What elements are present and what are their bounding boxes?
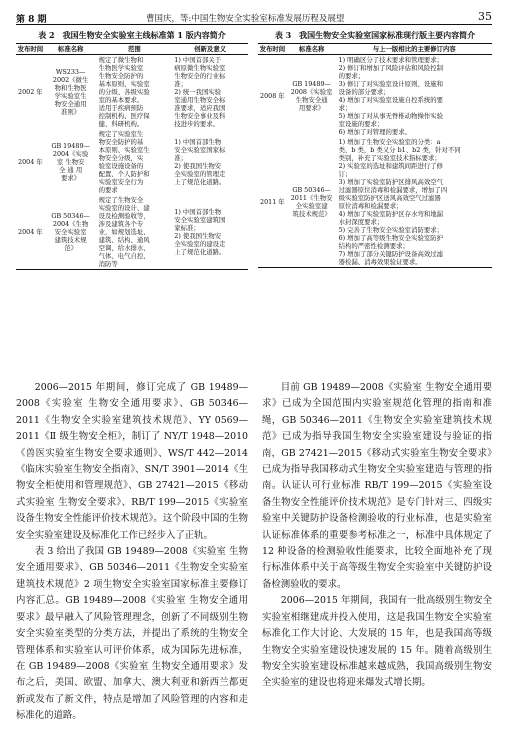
cell-line: 3) 增加了实验室防护区排风高效空气 — [338, 178, 444, 186]
cell-line: 2004《生物 — [52, 220, 89, 228]
running-title: 曹国庆，等:中国生物安全实验室标准发展历程及展望 — [146, 14, 345, 24]
cell-line: 室通用生物安全标 — [174, 96, 226, 104]
table-cell-name — [287, 55, 337, 138]
table-cell-name — [45, 55, 97, 130]
table-cell-name — [287, 137, 337, 268]
cell-line: 生物安全防护的 — [98, 72, 144, 80]
cell-line: 3) 修订了对实验室设计原则、设施和 — [338, 80, 444, 88]
cell-line: 筑技术规范》 — [292, 210, 331, 218]
cell-line: 气体、电气自控、 — [98, 252, 150, 260]
paragraph: 2006—2015 年期间，我国有一批高级别生物安全实验室相继建成并投入使用，这是我国生物安全实验室标准化工作大讨论、大发展的 15 年，也是我国高等级生物安全实验室建设快速发展的 15 年。随着高级别生物安全实验室建设标准越来越成熟，我国高级别生物安全实验室的建设也将迎来爆发式增长期。 — [262, 595, 492, 689]
paragraph: 表 3 给出了我国 GB 19489—2008《实验室 生物安全通用要求》、GB 50346—2011《生物安全实验室建筑技术规范》2 项生物安全实验室国家标准主要修订内容汇总。GB 19489—2008《实验室 生物安全通用要求》最早融入了风险管理理念，创新了不同级别生物安全实验室类型的分类方法，并提出了系统的生物安全管理体系和实验室认可评价体系，成为国际先进标准，在 GB 19489—2008《实验室 生物安全通用要求》发布之后，美国、欧盟、加拿大、澳大利亚和新西兰都更新或发布了新文件，特点是增加了风险管理的内容和走标准化的道路。 — [16, 546, 248, 722]
table-cell-name — [45, 195, 97, 270]
table-cell-year: 2004 年 — [16, 195, 45, 270]
cell-line: 5) 完善了生物安全实验室消防要求； — [338, 226, 444, 234]
cell-line: 准； — [174, 154, 188, 162]
cell-line: 物安全分级，实 — [98, 154, 144, 162]
body-left-column — [16, 380, 248, 725]
cell-line: 室设施的要求； — [338, 120, 384, 128]
table-cell-content — [337, 137, 492, 268]
cell-line: 1) 中国首部生物 — [174, 208, 222, 216]
column-header: 范围 — [97, 44, 173, 55]
cell-line: 2002《微生 — [52, 76, 89, 84]
cell-line: 7) 增加了部分关键防护设备高效过滤 — [338, 250, 444, 258]
cell-line: 规定了微生物和 — [98, 56, 144, 64]
header-rule — [16, 24, 492, 25]
cell-line: 业，如规划选址、 — [98, 228, 150, 236]
cell-line: 2) 统一我国实验 — [174, 88, 222, 96]
table-cell-scope — [97, 129, 173, 195]
cell-line: 规定了实验室生 — [98, 130, 144, 138]
cell-line: 类别，补充了实验室技术指标要求； — [338, 154, 441, 162]
paragraph: 2006—2015 年期间，修订完成了 GB 19489—2008《实验室 生物安全通用要求》、GB 50346—2011《生物安全实验室建筑技术规范》、YY 0569—2011《Ⅱ 级生物安全柜》，制订了 NY/T 1948—2010《兽医实验室生物安全要求通则》、WS/T 442—2014《临床实验室生物安全指南》、SN/T 3901—2014《生物安全柜使用和管理规范》、GB 27421—2015《移动式实验室 生物安全要求》、RB/T 199—2015《实验室设备生物安全性能评价技术规范》。这个阶段中国的生物安全实验室建设及标准化工作已经步入了正轨。 — [16, 382, 248, 541]
cell-line: 消防等 — [98, 260, 118, 268]
cell-line: 2) 使我国生物安 — [174, 162, 222, 170]
table-cell-content — [337, 55, 492, 138]
cell-line: 安全实验室建筑国 — [174, 216, 226, 224]
cell-line: GB 19489— — [51, 142, 90, 150]
cell-line: 验室设施设备的 — [98, 162, 144, 170]
cell-line: 安全实验室 — [54, 228, 87, 236]
table-cell-scope — [97, 195, 173, 270]
cell-line: 2008《实验室 — [290, 88, 333, 96]
cell-line: 2) 实验室的选址和建筑间距进行了修 — [338, 162, 444, 170]
table-cell-innovation — [172, 195, 248, 270]
table-cell-year: 2011 年 — [258, 137, 287, 268]
cell-line: 准； — [174, 80, 188, 88]
cell-line: 1) 中国首部生物 — [174, 138, 222, 146]
cell-line: 过滤器原位消毒和检漏要求，增加了四 — [338, 186, 448, 194]
cell-line: 2011《生物安 — [290, 194, 333, 202]
cell-line: 5) 增加了对从事无脊椎动物操作实验 — [338, 112, 444, 120]
table-3-grid — [258, 43, 492, 268]
body-right-column — [262, 380, 492, 692]
table-row — [258, 137, 492, 268]
table-2-caption: 表 2 我国生物安全实验室主线标准第 1 版内容简介 — [38, 30, 226, 40]
column-header: 标准名称 — [45, 44, 97, 55]
table-row — [16, 195, 248, 270]
cell-line: 本原则、实验室生 — [98, 146, 150, 154]
table-3-caption: 表 3 我国生物安全实验室国家标准现行版主要内容简介 — [274, 30, 476, 40]
cell-line: 上了规范化道路。 — [174, 248, 226, 256]
table-cell-innovation — [172, 129, 248, 195]
cell-line: 基本原则、实验室 — [98, 80, 150, 88]
table-cell-name — [45, 129, 97, 195]
cell-line: 空调、给水排水、 — [98, 244, 150, 252]
cell-line: 2) 使我国生物安 — [174, 232, 222, 240]
cell-line: 用要求》 — [298, 104, 325, 112]
column-header: 发布时间 — [17, 45, 44, 53]
column-header: 标准名称 — [287, 44, 337, 55]
cell-line: 技进步的要求。 — [174, 120, 219, 128]
cell-line: 求； — [338, 104, 352, 112]
cell-line: 设备的部分要求； — [338, 88, 390, 96]
cell-line: 全 通 用 — [59, 166, 83, 174]
cell-line: 建筑、结构、通风 — [98, 236, 150, 244]
table-cell-innovation — [172, 55, 248, 130]
cell-line: 2) 修订和增加了风险评估和风险控制 — [338, 64, 444, 72]
cell-line: 物和生物医 — [54, 84, 87, 92]
table-cell-year: 2004 年 — [18, 158, 43, 166]
cell-line: 学实验室生 — [54, 92, 87, 100]
table-row — [258, 55, 492, 138]
table-2 — [16, 30, 248, 270]
cell-line: 病原微生物实验室 — [174, 64, 226, 72]
cell-line: 生物安全的行业标 — [174, 72, 226, 80]
cell-line: 级实验室防护区送风高效空气过滤器 — [338, 194, 441, 202]
cell-line: 4) 增加了对实验室设施自控系统的要 — [338, 96, 444, 104]
column-header: 发布时间 — [259, 45, 286, 53]
cell-line: 2004《实验 — [52, 150, 89, 158]
cell-line: 1) 增加了生物安全实验室的分类：a — [338, 138, 441, 146]
cell-line: 4) 增加了实验室防护区存水弯和地漏 — [338, 210, 444, 218]
paragraph: 目前 GB 19489—2008《实验室 生物安全通用要求》已成为全国范围内实验室规范化管理的指南和准绳，GB 50346—2011《生物安全实验室建筑技术规范》已成为指导我国生物安全实验室建设与验证的指南，GB 27421—2015《移动式实验室生物安全要求》已成为指导我国移动式生物安全实验室建造与管理的指南。认证认可行业标准 RB/T 199—2015《实验室设备生物安全性能评价技术规范》是专门针对三、四级实验室中关键防护设备检测验收的行业标准，也是实验室认证标准体系的重要参考标准之一，标准中具体规定了 12 种设备的检测验收性能要求，比较全面地补充了现行标准体系中关于高等级生物安全实验室中关键防护设备检测验收的要求。 — [262, 382, 492, 590]
cell-line: 6) 增加了对管理的要求。 — [338, 128, 412, 136]
table-cell-year: 2008 年 — [260, 92, 285, 100]
cell-line: GB 50346— — [292, 186, 331, 194]
table-cell-scope — [97, 55, 173, 130]
cell-line: 1) 明确区分了技术要求和管理要求； — [338, 56, 444, 64]
cell-line: 涉及建筑各个专 — [98, 220, 144, 228]
cell-line: 生物医学实验室 — [98, 64, 144, 72]
cell-line: GB 50346— — [51, 212, 90, 220]
cell-line: 准则》 — [61, 108, 81, 116]
column-header: 与上一版相比的主要修订内容 — [337, 44, 492, 55]
cell-line: 类、b 类，b 类又分 b1、b2 类，针对不同 — [338, 146, 461, 154]
table-row — [16, 129, 248, 195]
cell-line: 6) 增加了高等级生物安全实验室防护 — [338, 234, 444, 242]
cell-line: 安全实验室国家标 — [174, 146, 226, 154]
cell-line: 订； — [338, 170, 352, 178]
cell-line: 家标准； — [174, 224, 200, 232]
cell-line: 生物安全通 — [295, 96, 328, 104]
cell-line: 全实验室建 — [295, 202, 328, 210]
cell-line: 的要求； — [338, 72, 365, 80]
cell-line: 室 生物安 — [56, 158, 85, 166]
cell-line: 设及检测验收等， — [98, 212, 150, 220]
cell-line: 原位消毒和检漏要求； — [338, 202, 403, 210]
cell-line: 实验室的设计、建 — [98, 204, 150, 212]
cell-line: 室的基本要求。 — [98, 96, 144, 104]
cell-line: 规定了生物安全 — [98, 196, 144, 204]
cell-line: 1) 中国首部关于 — [174, 56, 222, 64]
cell-line: 准要求，适应我国 — [174, 104, 226, 112]
cell-line: 器检漏、消毒效果验证要求。 — [338, 258, 422, 266]
page-number: 35 — [478, 10, 492, 23]
cell-line: 上了规范化道路。 — [174, 178, 226, 186]
column-header: 创新及意义 — [172, 44, 248, 55]
issue-label: 第 8 期 — [16, 15, 47, 25]
table-cell-year: 2002 年 — [18, 88, 43, 96]
page-header — [16, 6, 492, 26]
cell-line: 的要求 — [98, 186, 118, 194]
cell-line: 物安全防护的基 — [98, 138, 144, 146]
cell-line: 建筑技术规 — [54, 236, 87, 244]
cell-line: 实验室安全行为 — [98, 178, 144, 186]
cell-line: GB 19489— — [292, 80, 331, 88]
cell-line: 生物安全事业及科 — [174, 112, 226, 120]
table-3 — [258, 30, 492, 268]
cell-line: WS233— — [55, 68, 86, 76]
cell-line: 健、科研机构。 — [98, 120, 144, 128]
cell-line: 适用于疾病预防 — [98, 104, 144, 112]
cell-line: 结构的严密性检测要求； — [338, 242, 409, 250]
cell-line: 要求》 — [61, 174, 81, 182]
cell-line: 全实验室的建设走 — [174, 240, 226, 248]
table-row — [16, 55, 248, 130]
cell-line: 水封深度要求； — [338, 218, 384, 226]
cell-line: 物安全通用 — [54, 100, 87, 108]
cell-line: 控制机构、医疗保 — [98, 112, 150, 120]
cell-line: 范》 — [64, 244, 78, 252]
cell-line: 配置、个人防护和 — [98, 170, 150, 178]
cell-line: 的分级、各级实验 — [98, 88, 150, 96]
cell-line: 全实验室的管理走 — [174, 170, 226, 178]
table-2-grid — [16, 43, 248, 270]
